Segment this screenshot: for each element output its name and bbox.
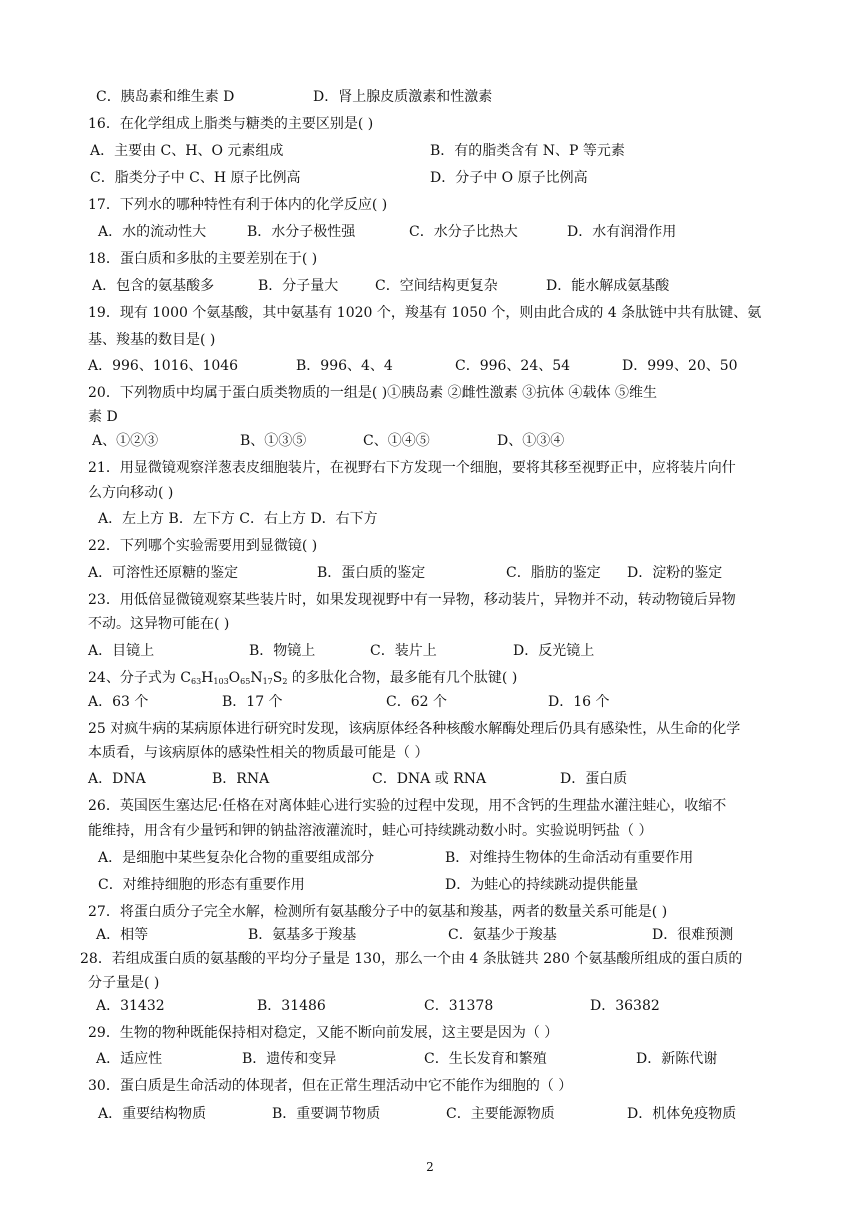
question-29: 29．生物的物种既能保持相对稳定，又能不断向前发展，这主要是因为（ ）	[88, 1025, 559, 1041]
option-b: B．31486	[257, 998, 326, 1014]
question-26-cont: 能维持，用含有少量钙和钾的钠盐溶液灌流时，蛙心可持续跳动数小时。实验说明钙盐（ ）	[88, 823, 653, 839]
option-c: C．对维持细胞的形态有重要作用	[98, 877, 305, 893]
option-b: B．RNA	[212, 771, 270, 787]
question-18: 18．蛋白质和多肽的主要差别在于( )	[88, 251, 318, 267]
option-a: A．可溶性还原糖的鉴定	[88, 565, 239, 581]
option-a: A．相等	[96, 927, 149, 943]
option-a: A．DNA	[88, 771, 146, 787]
option-d: D．999、20、50	[622, 358, 738, 374]
question-16: 16．在化学组成上脂类与糖类的主要区别是( )	[88, 116, 374, 132]
subscript-o: 65	[240, 677, 251, 686]
element-h: H	[201, 670, 214, 686]
option-a: A．包含的氨基酸多	[92, 278, 215, 294]
option-d: D．反光镜上	[513, 643, 595, 659]
question-25-cont: 本质看，与该病原体的感染性相关的物质最可能是（ ）	[88, 745, 429, 761]
option-d: D．蛋白质	[560, 771, 628, 787]
option-b: B．水分子极性强	[247, 224, 356, 240]
q24-suffix: 的多肽化合物，最多能有几个肽键( )	[287, 670, 518, 686]
question-17: 17．下列水的哪种特性有利于体内的化学反应( )	[88, 197, 388, 213]
question-30: 30．蛋白质是生命活动的体现者，但在正常生理活动中它不能作为细胞的（ ）	[88, 1078, 573, 1094]
option-b: B．遗传和变异	[242, 1051, 337, 1067]
option-d: D．水有润滑作用	[567, 224, 677, 240]
question-21: 21．用显微镜观察洋葱表皮细胞装片，在视野右下方发现一个细胞，要将其移至视野正中，应将装片向什	[88, 460, 736, 476]
option-a: A．31432	[96, 998, 165, 1014]
question-26: 26．英国医生塞达尼·任格在对离体蛙心进行实验的过程中发现，用不含钙的生理盐水灌注蛙心，收缩不	[88, 798, 727, 814]
option-a: A．63 个	[88, 694, 149, 710]
question-23-cont: 不动。这异物可能在( )	[88, 616, 230, 632]
option-c: C．胰岛素和维生素 D	[96, 89, 235, 105]
option-a: A．996、1016、1046	[88, 358, 239, 374]
option-c: C．装片上	[370, 643, 437, 659]
element-o: O	[228, 670, 241, 686]
option-c: C．脂类分子中 C、H 原子比例高	[90, 170, 301, 186]
option-b: B．有的脂类含有 N、P 等元素	[430, 143, 625, 159]
question-28-cont: 分子量是( )	[88, 975, 160, 991]
question-19: 19．现有 1000 个氨基酸，其中氨基有 1020 个，羧基有 1050 个，则由此合成的 4 条肽链中共有肽键、氨	[88, 305, 762, 321]
subscript-h: 103	[213, 677, 229, 686]
subscript-n: 17	[262, 677, 273, 686]
option-c: C．生长发育和繁殖	[424, 1051, 547, 1067]
option-c: C．水分子比热大	[409, 224, 518, 240]
option-b: B．996、4、4	[296, 358, 393, 374]
question-24	[88, 669, 517, 687]
question-28: 28．若组成蛋白质的氨基酸的平均分子量是 130，那么一个由 4 条肽链共 280 个氨基酸所组成的蛋白质的	[80, 951, 743, 967]
q24-prefix: 24、分子式为 C	[88, 670, 191, 686]
question-21-cont: 么方向移动( )	[88, 485, 174, 501]
option-a: A．水的流动性大	[98, 224, 207, 240]
question-20: 20．下列物质中均属于蛋白质类物质的一组是( )①胰岛素 ②雌性激素 ③抗体 ④载体 ⑤维生	[88, 385, 657, 401]
option-c: C．氨基少于羧基	[448, 927, 557, 943]
question-23: 23．用低倍显微镜观察某些装片时，如果发现视野中有一异物，移动装片，异物并不动，转动物镜后异物	[88, 592, 736, 608]
option-b: B．对维持生物体的生命活动有重要作用	[445, 850, 694, 866]
option-a: A．适应性	[96, 1051, 163, 1067]
option-b: B、①③⑤	[240, 433, 307, 449]
option-b: B．分子量大	[258, 278, 339, 294]
element-n: N	[250, 670, 263, 686]
question-25: 25 对疯牛病的某病原体进行研究时发现，该病原体经各种核酸水解酶处理后仍具有感染性，从生命的化学	[88, 721, 741, 737]
option-d: D．很难预测	[652, 927, 734, 943]
option-c: C．31378	[424, 998, 494, 1014]
element-s: S	[272, 670, 283, 686]
subscript-c: 63	[190, 677, 202, 686]
option-c: C．996、24、54	[455, 358, 571, 374]
question-20-cont: 素 D	[88, 409, 118, 425]
page-number: 2	[426, 1160, 434, 1174]
option-c: C．主要能源物质	[446, 1106, 555, 1122]
option-d: D．能水解成氨基酸	[546, 278, 670, 294]
option-a: A．是细胞中某些复杂化合物的重要组成部分	[98, 850, 375, 866]
option-b: B．氨基多于羧基	[248, 927, 357, 943]
option-d: D．分子中 O 原子比例高	[430, 170, 588, 186]
option-d: D．36382	[590, 998, 660, 1014]
option-a: A．目镜上	[88, 643, 155, 659]
option-c: C．空间结构更复杂	[375, 278, 498, 294]
option-d: D．为蛙心的持续跳动提供能量	[445, 877, 639, 893]
option-b: B．蛋白质的鉴定	[317, 565, 426, 581]
option-a: A．主要由 C、H、O 元素组成	[90, 143, 284, 159]
option-c: C．脂肪的鉴定	[506, 565, 601, 581]
option-b: B．17 个	[222, 694, 283, 710]
option-b: B．物镜上	[249, 643, 316, 659]
option-c: C．DNA 或 RNA	[372, 771, 487, 787]
option-d: D．16 个	[548, 694, 610, 710]
option-d: D、①③④	[497, 433, 565, 449]
option-b: B．重要调节物质	[272, 1106, 381, 1122]
option-d: D．肾上腺皮质激素和性激素	[313, 89, 493, 105]
question-19-cont: 基、羧基的数目是( )	[88, 332, 216, 348]
question-27: 27．将蛋白质分子完全水解，检测所有氨基酸分子中的氨基和羧基，两者的数量关系可能是( )	[88, 904, 668, 920]
option-d: D．新陈代谢	[636, 1051, 718, 1067]
answer-row: A．左上方 B．左下方 C．右上方 D．右下方	[98, 511, 378, 527]
option-c: C、①④⑤	[363, 433, 430, 449]
option-d: D．淀粉的鉴定	[627, 565, 723, 581]
option-c: C．62 个	[386, 694, 447, 710]
option-d: D．机体免疫物质	[627, 1106, 737, 1122]
question-22: 22．下列哪个实验需要用到显微镜( )	[88, 538, 318, 554]
option-a: A、①②③	[92, 433, 159, 449]
subscript-s: 2	[282, 677, 288, 686]
option-a: A．重要结构物质	[98, 1106, 207, 1122]
